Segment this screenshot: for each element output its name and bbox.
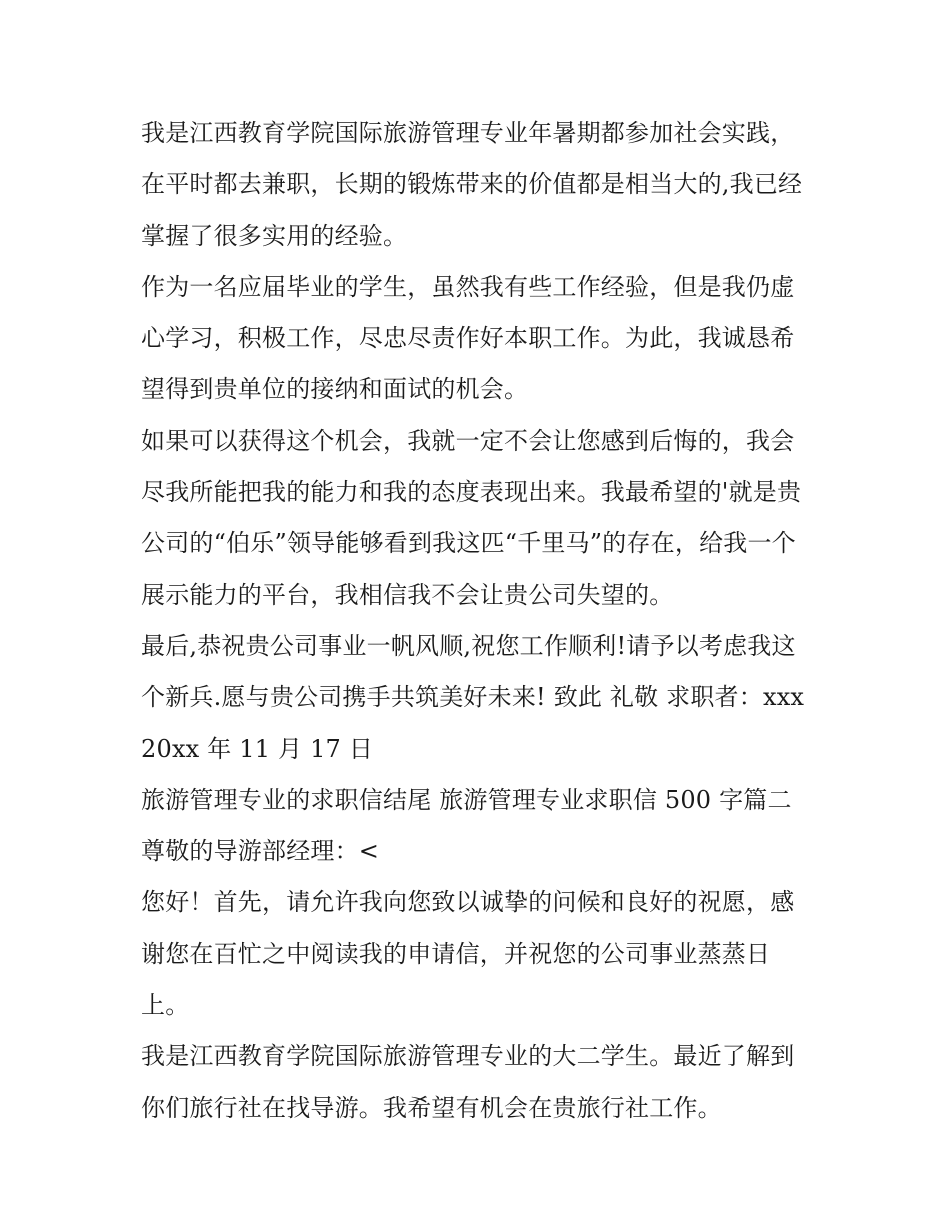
paragraph-opportunity: 如果可以获得这个机会，我就一定不会让您感到后悔的，我会尽我所能把我的能力和我的态度表现出来。我最希望的'就是贵公司的“伯乐”领导能够看到我这匹“千里马”的存在，给我一个展示能力的平台，我相信我不会让贵公司失望的。 bbox=[141, 426, 802, 609]
paragraph-salutation: 尊敬的导游部经理：< bbox=[141, 837, 380, 866]
paragraph-section-heading: 旅游管理专业的求职信结尾 旅游管理专业求职信 500 字篇二 bbox=[141, 785, 792, 814]
paragraph-greeting: 您好！首先，请允许我向您致以诚挚的问候和良好的祝愿，感谢您在百忙之中阅读我的申请信，并祝您的公司事业蒸蒸日上。 bbox=[141, 888, 795, 1020]
paragraph-date: 20xx 年 11 月 17 日 bbox=[141, 734, 374, 763]
document-body bbox=[141, 108, 813, 1134]
paragraph-introduction: 我是江西教育学院国际旅游管理专业的大二学生。最近了解到你们旅行社在找导游。我希望有机会在贵旅行社工作。 bbox=[141, 1042, 795, 1122]
paragraph-graduate-attitude: 作为一名应届毕业的学生，虽然我有些工作经验，但是我仍虚心学习，积极工作，尽忠尽责作好本职工作。为此，我诚恳希望得到贵单位的接纳和面试的机会。 bbox=[141, 272, 795, 404]
paragraph-closing-signature: 最后,恭祝贵公司事业一帆风顺,祝您工作顺利!请予以考虑我这个新兵.愿与贵公司携手共筑美好未来! 致此 礼敬 求职者：xxx bbox=[141, 631, 805, 712]
paragraph-practice-experience: 我是江西教育学院国际旅游管理专业年暑期都参加社会实践，在平时都去兼职，长期的锻炼带来的价值都是相当大的,我已经掌握了很多实用的经验。 bbox=[141, 119, 803, 250]
